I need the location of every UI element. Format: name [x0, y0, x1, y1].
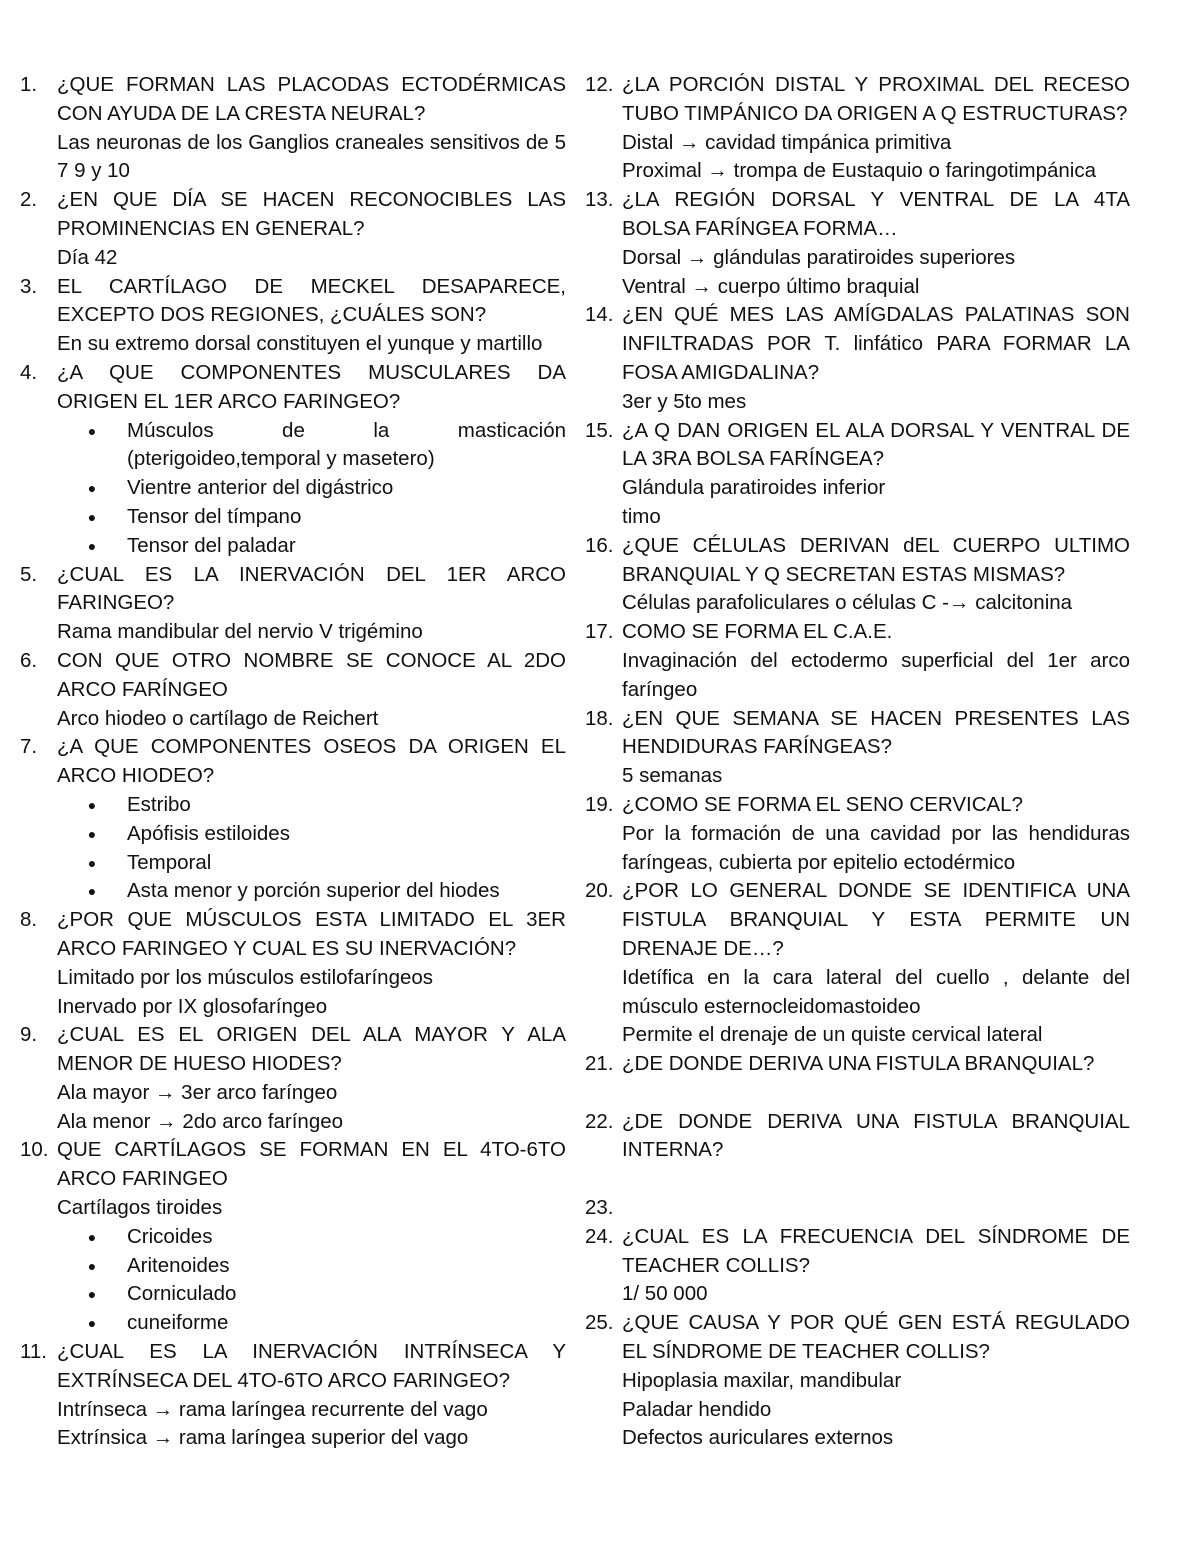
question-number: 14. [585, 303, 614, 327]
question-item [585, 1194, 1130, 1223]
question-body [57, 1021, 566, 1136]
question-item [20, 1136, 566, 1338]
bullet-item [57, 1309, 566, 1338]
question-body [57, 273, 566, 359]
question-body [622, 186, 1130, 301]
question-body [622, 705, 1130, 791]
question-body [57, 186, 566, 272]
bullet-text: Músculos de la masticación (pterigoideo,temporal y masetero) [127, 418, 566, 471]
answer-line: Dorsal → glándulas paratiroides superiores [622, 245, 1016, 269]
bullet-icon: ● [87, 1286, 97, 1303]
question-text: ¿EN QUÉ MES LAS AMÍGDALAS PALATINAS SON INFILTRADAS POR T. linfático PARA FORMAR LA FOSA AMIGDALINA? [622, 303, 1130, 384]
question-item [585, 1108, 1130, 1194]
question-body [622, 1223, 1130, 1309]
question-text: ¿LA PORCIÓN DISTAL Y PROXIMAL DEL RECESO TUBO TIMPÁNICO DA ORIGEN A Q ESTRUCTURAS? [622, 73, 1130, 125]
bullet-icon: ● [87, 537, 97, 554]
answer-line: Inervado por IX glosofaríngeo [57, 994, 328, 1018]
bullet-icon: ● [87, 796, 97, 813]
bullet-item [57, 503, 566, 532]
bullet-item [57, 1252, 566, 1281]
question-text: ¿CUAL ES LA INERVACIÓN DEL 1ER ARCO FARINGEO? [57, 562, 566, 615]
bullet-icon: ● [87, 422, 97, 439]
question-text: ¿CUAL ES LA INERVACIÓN INTRÍNSECA Y EXTRÍNSECA DEL 4TO-6TO ARCO FARINGEO? [57, 1340, 566, 1392]
bullet-item [57, 1223, 566, 1252]
question-body [57, 647, 566, 733]
question-body [622, 877, 1130, 1050]
question-number: 24. [585, 1224, 614, 1248]
bullet-icon: ● [87, 854, 97, 871]
question-number: 9. [20, 1023, 38, 1047]
answer-line: Paladar hendido [622, 1397, 772, 1421]
question-text: ¿POR QUE MÚSCULOS ESTA LIMITADO EL 3ER ARCO FARINGEO Y CUAL ES SU INERVACIÓN? [57, 908, 566, 960]
answer-line: Defectos auriculares externos [622, 1426, 894, 1450]
answer-line: Rama mandibular del nervio V trigémino [57, 620, 423, 644]
question-body [57, 71, 566, 186]
question-text: ¿COMO SE FORMA EL SENO CERVICAL? [622, 792, 1023, 816]
question-text: ¿QUE FORMAN LAS PLACODAS ECTODÉRMICAS CON AYUDA DE LA CRESTA NEURAL? [57, 73, 566, 125]
question-body [622, 532, 1130, 618]
answer-line: Invaginación del ectodermo superficial del 1er arco faríngeo [622, 648, 1130, 701]
question-text: ¿DE DONDE DERIVA UNA FISTULA BRANQUIAL? [622, 1052, 1095, 1076]
question-body [622, 1108, 1130, 1194]
question-item [585, 532, 1130, 618]
bullet-text: Estribo [127, 792, 191, 816]
answer-line: Cartílagos tiroides [57, 1196, 223, 1220]
question-body [622, 1309, 1130, 1453]
question-item [20, 359, 566, 561]
question-text: ¿CUAL ES EL ORIGEN DEL ALA MAYOR Y ALA MENOR DE HUESO HIODES? [57, 1023, 566, 1076]
answer-line: Extrínsica → rama laríngea superior del vago [57, 1426, 469, 1450]
question-number: 8. [20, 908, 38, 932]
bullet-item [57, 820, 566, 849]
bullet-item [57, 417, 566, 475]
left-column [20, 71, 566, 1453]
bullet-text: Vientre anterior del digástrico [127, 476, 394, 500]
question-text: ¿EN QUE SEMANA SE HACEN PRESENTES LAS HENDIDURAS FARÍNGEAS? [622, 706, 1130, 759]
question-body [622, 1194, 1130, 1223]
answer-line: 3er y 5to mes [622, 389, 747, 413]
question-item [585, 417, 1130, 532]
question-body [57, 1338, 566, 1453]
answer-line: Hipoplasia maxilar, mandibular [622, 1368, 902, 1392]
question-number: 4. [20, 360, 38, 384]
bullet-item [57, 1280, 566, 1309]
answer-line: Día 42 [57, 245, 118, 269]
answer-line [622, 1165, 1130, 1194]
bullet-text: Cricoides [127, 1224, 213, 1248]
question-number: 15. [585, 418, 614, 442]
question-body [57, 561, 566, 647]
question-text: ¿LA REGIÓN DORSAL Y VENTRAL DE LA 4TA BOLSA FARÍNGEA FORMA… [622, 188, 1130, 240]
question-text: ¿QUE CAUSA Y POR QUÉ GEN ESTÁ REGULADO EL SÍNDROME DE TEACHER COLLIS? [622, 1311, 1130, 1364]
question-text: CON QUE OTRO NOMBRE SE CONOCE AL 2DO ARCO FARÍNGEO [57, 648, 566, 701]
answer-line: Por la formación de una cavidad por las hendiduras faríngeas, cubierta por epitelio ectodérmico [622, 821, 1130, 874]
question-text: ¿A QUE COMPONENTES OSEOS DA ORIGEN EL ARCO HIODEO? [57, 735, 566, 788]
answer-line [622, 1079, 1130, 1108]
question-body [57, 906, 566, 1021]
question-item [20, 273, 566, 359]
bullet-text: Temporal [127, 850, 212, 874]
bullet-icon: ● [87, 1257, 97, 1274]
question-number: 16. [585, 533, 614, 557]
question-number: 2. [20, 188, 38, 212]
question-body [622, 71, 1130, 186]
bullet-item [57, 791, 566, 820]
right-column [585, 71, 1130, 1453]
question-number: 23. [585, 1196, 614, 1220]
answer-line: Glándula paratiroides inferior [622, 476, 886, 500]
question-number: 13. [585, 188, 614, 212]
answer-line: 1/ 50 000 [622, 1282, 708, 1306]
answer-line: Permite el drenaje de un quiste cervical lateral [622, 1023, 1043, 1047]
bullet-text: Tensor del paladar [127, 533, 296, 557]
question-text: ¿CUAL ES LA FRECUENCIA DEL SÍNDROME DE TEACHER COLLIS? [622, 1224, 1130, 1277]
answer-line: Arco hiodeo o cartílago de Reichert [57, 706, 379, 730]
bullet-item [57, 532, 566, 561]
question-item [585, 1223, 1130, 1309]
question-body [622, 1050, 1130, 1108]
question-item [585, 1050, 1130, 1108]
answer-line: Ala menor → 2do arco faríngeo [57, 1109, 344, 1133]
question-body [57, 1136, 566, 1338]
question-number: 3. [20, 274, 38, 298]
question-body [622, 791, 1130, 877]
question-number: 11. [20, 1340, 47, 1364]
question-number: 10. [20, 1138, 49, 1162]
question-item [585, 618, 1130, 704]
question-body [57, 359, 566, 561]
question-number: 7. [20, 735, 38, 759]
question-item [585, 71, 1130, 186]
question-item [20, 561, 566, 647]
bullet-item [57, 849, 566, 878]
answer-line: timo [622, 504, 661, 528]
question-number: 20. [585, 879, 614, 903]
question-item [585, 877, 1130, 1050]
question-number: 17. [585, 620, 614, 644]
bullet-icon: ● [87, 1315, 97, 1332]
answer-line: Intrínseca → rama laríngea recurrente del vago [57, 1397, 488, 1421]
question-text: EL CARTÍLAGO DE MECKEL DESAPARECE, EXCEPTO DOS REGIONES, ¿CUÁLES SON? [57, 274, 566, 327]
question-item [20, 733, 566, 906]
question-item [20, 1338, 566, 1453]
answer-line: Proximal → trompa de Eustaquio o faringotimpánica [622, 159, 1097, 183]
question-number: 5. [20, 562, 38, 586]
question-item [20, 1021, 566, 1136]
question-body [622, 618, 1130, 704]
answer-line: Ala mayor → 3er arco faríngeo [57, 1080, 338, 1104]
bullet-text: Corniculado [127, 1282, 237, 1306]
question-number: 1. [20, 73, 38, 96]
question-text: ¿A Q DAN ORIGEN EL ALA DORSAL Y VENTRAL DE LA 3RA BOLSA FARÍNGEA? [622, 418, 1130, 471]
question-text: ¿EN QUE DÍA SE HACEN RECONOCIBLES LAS PROMINENCIAS EN GENERAL? [57, 188, 566, 240]
answer-line: Limitado por los músculos estilofaríngeos [57, 965, 434, 989]
bullet-item [57, 474, 566, 503]
bullet-list [57, 791, 566, 906]
question-item [585, 301, 1130, 416]
bullet-item [57, 877, 566, 906]
question-body [57, 733, 566, 906]
bullet-icon: ● [87, 508, 97, 525]
question-text: ¿A QUE COMPONENTES MUSCULARES DA ORIGEN EL 1ER ARCO FARINGEO? [57, 360, 566, 413]
question-number: 18. [585, 706, 614, 730]
question-item [585, 186, 1130, 301]
question-item [585, 791, 1130, 877]
answer-line: En su extremo dorsal constituyen el yunque y martillo [57, 332, 543, 356]
answer-line: Células parafoliculares o células C -→ calcitonina [622, 591, 1073, 615]
bullet-text: Asta menor y porción superior del hiodes [127, 879, 500, 903]
bullet-icon: ● [87, 825, 97, 842]
bullet-text: Apófisis estiloides [127, 821, 290, 845]
question-item [20, 186, 566, 272]
question-item [585, 705, 1130, 791]
question-text: ¿QUE CÉLULAS DERIVAN dEL CUERPO ULTIMO BRANQUIAL Y Q SECRETAN ESTAS MISMAS? [622, 533, 1130, 586]
bullet-icon: ● [87, 480, 97, 497]
bullet-text: cuneiforme [127, 1311, 229, 1335]
question-number: 6. [20, 648, 38, 672]
answer-line: Ventral → cuerpo último braquial [622, 274, 920, 298]
question-text: QUE CARTÍLAGOS SE FORMAN EN EL 4TO-6TO ARCO FARINGEO [57, 1138, 566, 1191]
question-item [20, 71, 566, 186]
question-body [622, 417, 1130, 532]
question-body [622, 301, 1130, 416]
bullet-text: Aritenoides [127, 1253, 230, 1277]
question-number: 12. [585, 73, 614, 96]
question-number: 19. [585, 792, 614, 816]
question-number: 22. [585, 1109, 614, 1133]
question-text: ¿DE DONDE DERIVA UNA FISTULA BRANQUIAL INTERNA? [622, 1109, 1130, 1162]
answer-line: Distal → cavidad timpánica primitiva [622, 130, 952, 154]
question-item [20, 647, 566, 733]
question-number: 25. [585, 1311, 614, 1335]
answer-line: Idetífica en la cara lateral del cuello , delante del músculo esternocleidomastoideo [622, 965, 1130, 1018]
answer-line: Las neuronas de los Ganglios craneales sensitivos de 5 7 9 y 10 [57, 130, 566, 183]
answer-line: 5 semanas [622, 764, 723, 788]
bullet-icon: ● [87, 883, 97, 900]
question-text: COMO SE FORMA EL C.A.E. [622, 620, 893, 644]
bullet-icon: ● [87, 1228, 97, 1245]
bullet-list [57, 1223, 566, 1338]
question-number: 21. [585, 1052, 614, 1076]
bullet-text: Tensor del tímpano [127, 504, 302, 528]
bullet-list [57, 417, 566, 561]
question-text: ¿POR LO GENERAL DONDE SE IDENTIFICA UNA FISTULA BRANQUIAL Y ESTA PERMITE UN DRENAJE DE…? [622, 879, 1130, 960]
question-item [585, 1309, 1130, 1453]
question-item [20, 906, 566, 1021]
